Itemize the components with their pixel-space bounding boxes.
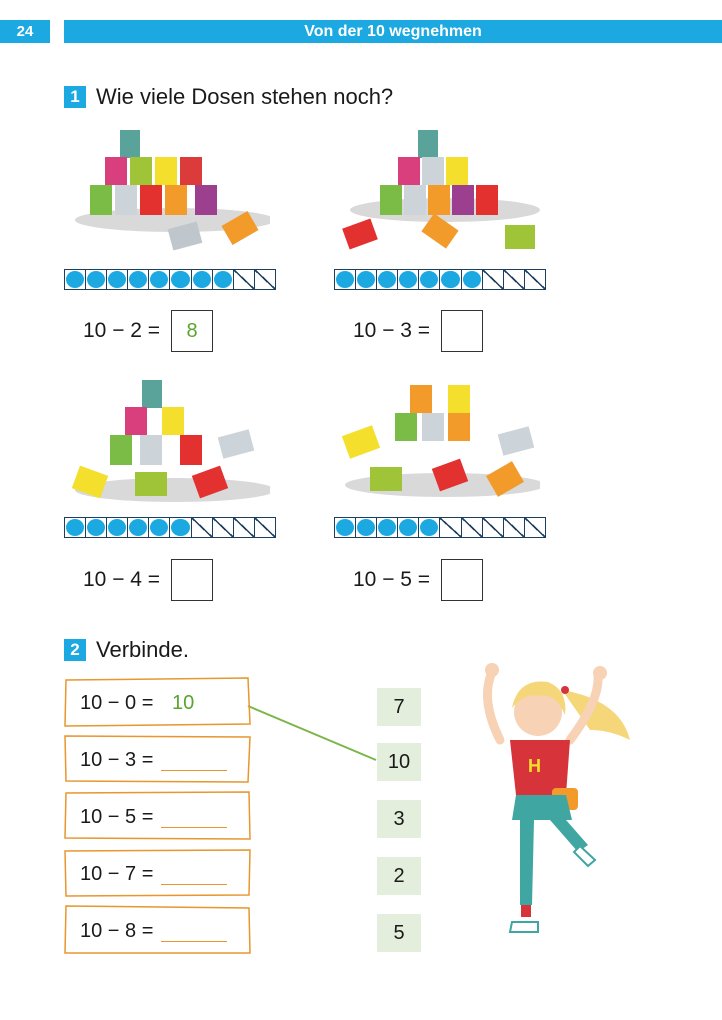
strip-cell-crossed: [504, 270, 525, 289]
number-tile[interactable]: 10: [377, 743, 421, 781]
strip-cell-full: [335, 270, 356, 289]
strip-cell-full: [419, 270, 440, 289]
equation-2: 10 − 3 =: [353, 319, 431, 342]
cans-illustration-2: [340, 125, 540, 260]
strip-cell-full: [335, 518, 356, 537]
match-equation: 10 − 5 =: [80, 806, 154, 828]
strip-cell-full: [128, 270, 149, 289]
equation-1: 10 − 2 =: [83, 319, 161, 342]
answer-box-4[interactable]: [441, 559, 483, 601]
strip-cell-full: [65, 518, 86, 537]
strip-cell-full: [170, 270, 191, 289]
strip-cell-crossed: [525, 270, 545, 289]
ten-strip-4: [334, 517, 546, 538]
strip-cell-full: [440, 270, 461, 289]
strip-cell-full: [419, 518, 440, 537]
strip-cell-full: [65, 270, 86, 289]
number-tile[interactable]: 7: [377, 688, 421, 726]
strip-cell-full: [149, 270, 170, 289]
girl-illustration: [470, 660, 640, 950]
strip-cell-crossed: [483, 518, 504, 537]
match-equation: 10 − 7 =: [80, 863, 154, 885]
answer-blank[interactable]: [161, 770, 227, 771]
number-tile[interactable]: 2: [377, 857, 421, 895]
strip-cell-crossed: [234, 518, 255, 537]
strip-cell-full: [377, 518, 398, 537]
strip-cell-full: [149, 518, 170, 537]
strip-cell-full: [462, 270, 483, 289]
strip-cell-full: [128, 518, 149, 537]
strip-cell-crossed: [255, 518, 275, 537]
match-equation-box: [64, 791, 251, 841]
match-equation-box: [64, 734, 251, 784]
number-tile[interactable]: 5: [377, 914, 421, 952]
strip-cell-crossed: [504, 518, 525, 537]
answer-box-1[interactable]: 8: [171, 310, 213, 352]
task-2-instruction: Verbinde.: [96, 637, 189, 662]
match-equation: 10 − 8 =: [80, 920, 154, 942]
task-2-number: 2: [64, 639, 86, 661]
connector-line: [240, 700, 380, 770]
equation-3: 10 − 4 =: [83, 568, 161, 591]
answer-blank[interactable]: [161, 941, 227, 942]
answer-blank[interactable]: [161, 827, 227, 828]
number-tile[interactable]: 3: [377, 800, 421, 838]
match-equation-box: [64, 848, 251, 898]
ten-strip-3: [64, 517, 276, 538]
equation-4: 10 − 5 =: [353, 568, 431, 591]
strip-cell-crossed: [440, 518, 461, 537]
task-1-instruction: Wie viele Dosen stehen noch?: [96, 84, 394, 109]
strip-cell-crossed: [192, 518, 213, 537]
answer-box-2[interactable]: [441, 310, 483, 352]
cans-illustration-3: [70, 375, 270, 505]
match-equation: 10 − 0 =: [80, 692, 154, 714]
strip-cell-full: [86, 270, 107, 289]
strip-cell-full: [356, 270, 377, 289]
ten-strip-1: [64, 269, 276, 290]
strip-cell-full: [398, 518, 419, 537]
strip-cell-crossed: [234, 270, 255, 289]
match-equation-box: [64, 677, 251, 727]
strip-cell-full: [356, 518, 377, 537]
cans-illustration-4: [340, 375, 540, 505]
strip-cell-full: [107, 518, 128, 537]
strip-cell-crossed: [462, 518, 483, 537]
strip-cell-full: [192, 270, 213, 289]
strip-cell-crossed: [255, 270, 275, 289]
svg-text:H: H: [528, 756, 541, 776]
answer-box-3[interactable]: [171, 559, 213, 601]
match-equation-box: [64, 905, 251, 955]
strip-cell-full: [107, 270, 128, 289]
strip-cell-crossed: [213, 518, 234, 537]
ten-strip-2: [334, 269, 546, 290]
match-equation: 10 − 3 =: [80, 749, 154, 771]
answer-blank[interactable]: [161, 884, 227, 885]
strip-cell-crossed: [483, 270, 504, 289]
strip-cell-full: [86, 518, 107, 537]
page-number: 24: [0, 20, 50, 43]
task-1-number: 1: [64, 86, 86, 108]
strip-cell-full: [213, 270, 234, 289]
strip-cell-crossed: [525, 518, 545, 537]
strip-cell-full: [377, 270, 398, 289]
strip-cell-full: [398, 270, 419, 289]
page-title: Von der 10 wegnehmen: [64, 20, 722, 43]
match-answer: 10: [172, 692, 195, 714]
strip-cell-full: [170, 518, 191, 537]
cans-illustration-1: [70, 125, 270, 260]
